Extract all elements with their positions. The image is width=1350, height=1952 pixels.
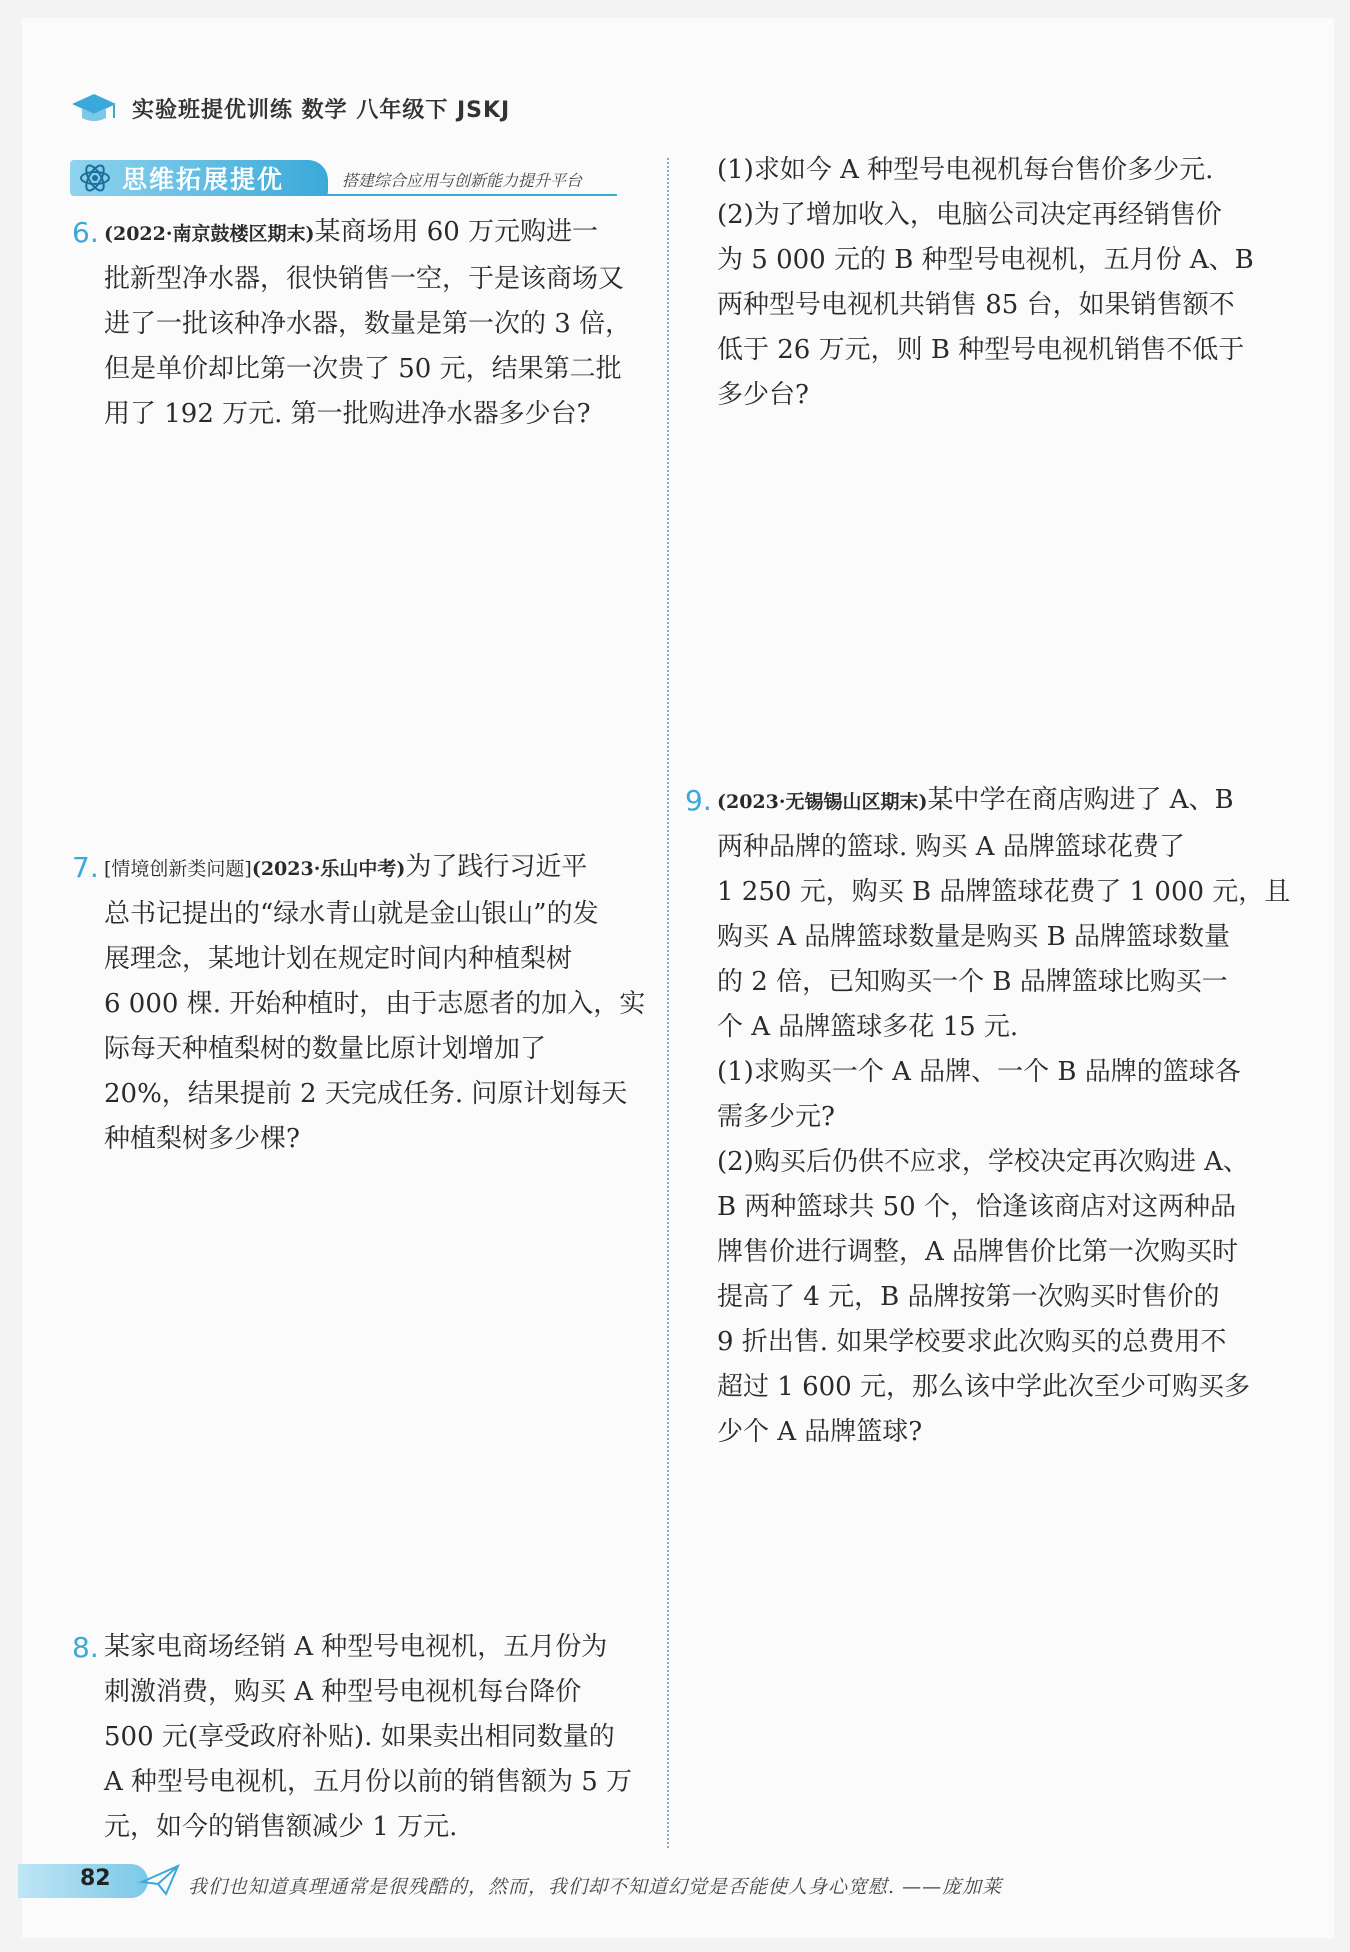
problem-line: 总书记提出的“绿水青山就是金山银山”的发	[104, 899, 599, 929]
problem-line: [情境创新类问题](2023·乐山中考)为了践行习近平	[104, 852, 588, 882]
banner-title: 思维拓展提优	[122, 165, 285, 194]
problem-line: 1 250 元，购买 B 品牌篮球花费了 1 000 元，且	[717, 877, 1291, 907]
problem-line: 用了 192 万元. 第一批购进净水器多少台?	[104, 399, 591, 429]
problem-line: 20%，结果提前 2 天完成任务. 问原计划每天	[104, 1079, 628, 1109]
problem-line: 9 折出售. 如果学校要求此次购买的总费用不	[717, 1327, 1227, 1357]
problem-line: 低于 26 万元，则 B 种型号电视机销售不低于	[717, 335, 1245, 365]
problem-line: 牌售价进行调整，A 品牌售价比第一次购买时	[717, 1237, 1239, 1267]
problem-source: (2023·乐山中考)	[251, 858, 406, 880]
problem-line: 500 元(享受政府补贴). 如果卖出相同数量的	[104, 1722, 615, 1752]
problem-line: 展理念，某地计划在规定时间内种植梨树	[104, 944, 573, 974]
problem-line: 个 A 品牌篮球多花 15 元.	[717, 1012, 1019, 1042]
problem-line: A 种型号电视机，五月份以前的销售额为 5 万	[104, 1767, 633, 1797]
problem-line: B 两种篮球共 50 个，恰逢该商店对这两种品	[717, 1192, 1236, 1222]
problem-source: (2022·南京鼓楼区期末)	[104, 223, 315, 245]
problem-line: 某家电商场经销 A 种型号电视机，五月份为	[104, 1632, 608, 1662]
problem-line: 种植梨树多少棵?	[104, 1124, 300, 1154]
banner-box	[70, 160, 328, 196]
header-title: 实验班提优训练 数学 八年级下 JSKJ	[132, 97, 511, 123]
problem-line: 为 5 000 元的 B 种型号电视机，五月份 A、B	[717, 245, 1254, 275]
problem-6	[72, 210, 632, 437]
banner-subtitle: 搭建综合应用与创新能力提升平台	[342, 171, 583, 190]
problem-line: (1)求购买一个 A 品牌、一个 B 品牌的篮球各	[717, 1057, 1241, 1087]
atom-icon	[78, 161, 112, 195]
problem-line: 批新型净水器，很快销售一空，于是该商场又	[104, 264, 625, 294]
problem-line: 少个 A 品牌篮球?	[717, 1417, 923, 1447]
problem-number: 7.	[72, 851, 99, 884]
problem-line: 提高了 4 元，B 品牌按第一次购买时售价的	[717, 1282, 1220, 1312]
footer-quote: 我们也知道真理通常是很残酷的，然而，我们却不知道幻觉是否能使人身心宽慰. ——庞加莱	[188, 1876, 1003, 1898]
problem-line: (2023·无锡锡山区期末)某中学在商店购进了 A、B	[717, 785, 1234, 815]
problem-line: (1)求如今 A 种型号电视机每台售价多少元.	[717, 155, 1214, 185]
problem-line: (2)购买后仍供不应求，学校决定再次购进 A、	[717, 1147, 1249, 1177]
problem-line: 的 2 倍，已知购买一个 B 品牌篮球比购买一	[717, 967, 1228, 997]
graduation-cap-icon	[70, 90, 118, 126]
problem-number: 8.	[72, 1631, 99, 1664]
problem-line: 需多少元?	[717, 1102, 835, 1132]
problem-source: (2023·无锡锡山区期末)	[717, 791, 928, 813]
problem-7	[72, 845, 646, 1162]
problem-line: 刺激消费，购买 A 种型号电视机每台降价	[104, 1677, 582, 1707]
problem-line: 购买 A 品牌篮球数量是购买 B 品牌篮球数量	[717, 922, 1230, 952]
paper-plane-icon	[138, 1860, 182, 1900]
problem-line: (2022·南京鼓楼区期末)某商场用 60 万元购进一	[104, 217, 599, 247]
problem-number: 6.	[72, 216, 99, 249]
column-divider	[667, 158, 669, 1848]
problem-line: 两种品牌的篮球. 购买 A 品牌篮球花费了	[717, 832, 1185, 862]
problem-line: (2)为了增加收入，电脑公司决定再经销售价	[717, 200, 1222, 230]
problem-line: 但是单价却比第一次贵了 50 元，结果第二批	[104, 354, 622, 384]
problem-line: 际每天种植梨树的数量比原计划增加了	[104, 1034, 547, 1064]
problem-9	[685, 778, 1291, 1455]
page-header	[70, 88, 510, 128]
problem-line: 元，如今的销售额减少 1 万元.	[104, 1812, 458, 1842]
problem-line: 6 000 棵. 开始种植时，由于志愿者的加入，实	[104, 989, 646, 1019]
problem-8-continued	[717, 148, 1254, 418]
problem-line: 两种型号电视机共销售 85 台，如果销售额不	[717, 290, 1235, 320]
banner-underline	[325, 194, 617, 196]
problem-number: 9.	[685, 784, 712, 817]
problem-8	[72, 1625, 633, 1850]
problem-tag: [情境创新类问题]	[104, 858, 252, 880]
problem-line: 超过 1 600 元，那么该中学此次至少可购买多	[717, 1372, 1250, 1402]
problem-line: 进了一批该种净水器，数量是第一次的 3 倍，	[104, 309, 632, 339]
section-banner	[70, 158, 620, 198]
problem-line: 多少台?	[717, 380, 809, 410]
page-number: 82	[80, 1866, 111, 1891]
